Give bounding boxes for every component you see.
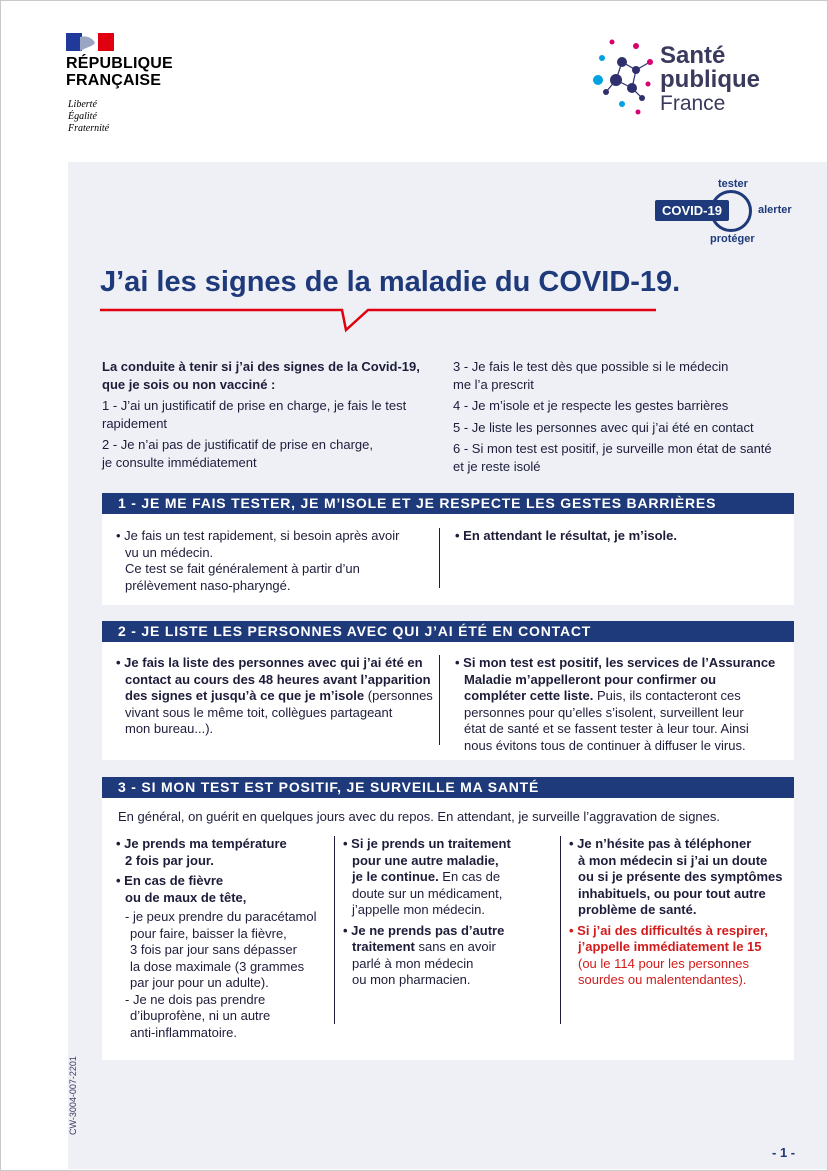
s3-c2-l8: parlé à mon médecin [352, 955, 474, 971]
s2-right-line1: • Si mon test est positif, les services de l’Assurance [455, 655, 776, 670]
intro-right [453, 358, 798, 479]
s3-c3-l9: sourdes ou malentendantes). [578, 972, 747, 987]
page-title: J’ai les signes de la maladie du COVID-19. [100, 266, 681, 298]
badge-label: COVID-19 [655, 200, 729, 221]
s1-left-line2: vu un médecin. [125, 544, 214, 560]
s3-c1-l12: anti-inflammatoire. [130, 1024, 237, 1040]
s3-c3-l4: inhabituels, ou pour tout autre [578, 885, 766, 901]
section2-left [116, 655, 436, 738]
intro-lead-line2: que je sois ou non vacciné : [102, 376, 276, 392]
s3-c3-l1: • Je n’hésite pas à téléphoner [569, 836, 752, 851]
s3-c1-l5: - je peux prendre du paracétamol [125, 909, 317, 924]
marianne-flag-icon [66, 33, 114, 51]
section3-col1 [116, 836, 331, 1041]
s3-c1-l1: • Je prends ma température [116, 836, 287, 851]
s2-right-line3: Puis, ils contacteront ces [593, 688, 741, 703]
s2-left-line3: (personnes [364, 688, 433, 703]
intro-item3-line2: me l’a prescrit [453, 376, 534, 392]
s3-c1-l9: par jour pour un adulte). [130, 975, 269, 990]
section3-col3 [569, 836, 791, 989]
s3-c1-l3: • En cas de fièvre [116, 873, 224, 888]
section1-header: 1 - JE ME FAIS TESTER, JE M’ISOLE ET JE RESPECTE LES GESTES BARRIÈRES [102, 493, 794, 514]
s3-c1-l10: - Je ne dois pas prendre [125, 991, 266, 1007]
s2-right-line4: personnes pour qu’elles s’isolent, surveillent leur [464, 704, 744, 720]
section2-right [455, 655, 785, 754]
document-reference: CW-3004-007-2201 [68, 1056, 78, 1135]
section2-body [102, 642, 794, 760]
s3-c3-l7: j’appelle immédiatement le 15 [578, 939, 762, 954]
s1-left-line3: Ce test se fait généralement à partir d’un [125, 561, 360, 576]
section1-body [102, 514, 794, 605]
s3-intro: En général, on guérit en quelques jours avec du repos. En attendant, je surveille l’aggravation de signes. [118, 809, 720, 824]
intro-left [102, 358, 432, 475]
section3-divider2 [560, 836, 561, 1024]
intro-item6-line2: et je reste isolé [453, 458, 541, 474]
section2-header: 2 - JE LISTE LES PERSONNES AVEC QUI J’AI ÉTÉ EN CONTACT [102, 621, 794, 642]
s2-left-line5: mon bureau...). [125, 721, 214, 736]
s3-c3-l3: ou si je présente des symptômes [578, 869, 783, 884]
s2-left-line3-bold: des signes et jusqu’à ce que je m’isole [125, 688, 365, 703]
rf-title-line2: FRANÇAISE [66, 72, 162, 89]
section3-col2 [343, 836, 553, 989]
intro-item6-line1: 6 - Si mon test est positif, je surveille mon état de santé [453, 441, 772, 456]
intro-item1-line2: rapidement [102, 415, 168, 431]
s3-c2-l7: sans en avoir [414, 939, 496, 954]
s2-right-line6: nous évitons tous de continuer à diffuser le virus. [464, 737, 746, 753]
intro-item5: 5 - Je liste les personnes avec qui j’ai été en contact [453, 419, 754, 435]
s3-c2-l1: • Si je prends un traitement [343, 836, 511, 851]
s3-c3-l2: à mon médecin si j’ai un doute [578, 852, 768, 868]
covid-badge [652, 178, 802, 248]
rf-motto-egalite: Égalité [68, 111, 97, 122]
s3-c2-l3-bold: je le continue. [352, 869, 439, 884]
intro-item1-line1: 1 - J’ai un justificatif de prise en charge, je fais le test [102, 398, 407, 413]
s1-left-line1: • Je fais un test rapidement, si besoin après avoir [116, 528, 400, 543]
s3-c1-l11: d’ibuprofène, ni un autre [130, 1008, 271, 1023]
s3-c3-l5: problème de santé. [578, 902, 697, 917]
sante-publique-france-logo [592, 32, 782, 132]
s2-right-line3-bold: compléter cette liste. [464, 688, 594, 703]
s3-c2-l7-bold: traitement [352, 939, 415, 954]
s3-c2-l6: • Je ne prends pas d’autre [343, 922, 505, 938]
section2-divider [439, 655, 440, 745]
s3-c1-l6: pour faire, baisser la fièvre, [130, 925, 287, 941]
intro-item4: 4 - Je m’isole et je respecte les gestes barrières [453, 398, 729, 413]
s3-c2-l9: ou mon pharmacien. [352, 972, 471, 987]
s3-c1-l4: ou de maux de tête, [125, 889, 247, 905]
intro-lead-line1: La conduite à tenir si j’ai des signes de la Covid-19, [102, 359, 420, 374]
spf-line2: publique [660, 66, 760, 93]
s3-c2-l5: j’appelle mon médecin. [352, 902, 485, 917]
intro-item2-line1: 2 - Je n’ai pas de justificatif de prise en charge, [102, 437, 373, 452]
s2-right-line5: état de santé et se fassent tester à leur tour. Ainsi [464, 721, 749, 736]
section1-left [116, 528, 426, 594]
s2-left-line2: contact au cours des 48 heures avant l’apparition [125, 671, 431, 687]
page-number: - 1 - [772, 1145, 796, 1160]
rf-motto-liberte: Liberté [68, 99, 97, 110]
title-underline-speech-icon [100, 300, 660, 336]
section3-body [102, 798, 794, 1060]
s3-c1-l2: 2 fois par jour. [125, 852, 214, 868]
s3-c1-l7: 3 fois par jour sans dépasser [130, 942, 297, 957]
s3-c3-l6: • Si j’ai des difficultés à respirer, [569, 922, 768, 938]
s3-c1-l8: la dose maximale (3 grammes [130, 958, 305, 974]
badge-word-proteger: protéger [710, 233, 755, 245]
s1-left-line4: prélèvement naso-pharyngé. [125, 577, 291, 593]
rf-motto-fraternite: Fraternité [68, 123, 110, 134]
intro-item3-line1: 3 - Je fais le test dès que possible si le médecin [453, 359, 729, 374]
molecule-dots-icon [592, 32, 656, 122]
rf-motto [68, 99, 188, 135]
s3-c2-l2: pour une autre maladie, [352, 852, 499, 868]
spf-line3: France [660, 92, 726, 115]
badge-word-alerter: alerter [758, 204, 792, 216]
intro-item2-line2: je consulte immédiatement [102, 454, 257, 470]
s2-left-line4: vivant sous le même toit, collègues partageant [125, 704, 393, 720]
section3-header: 3 - SI MON TEST EST POSITIF, JE SURVEILLE MA SANTÉ [102, 777, 794, 798]
s2-left-line1: • Je fais la liste des personnes avec qui j’ai été en [116, 655, 423, 670]
badge-word-tester: tester [718, 178, 748, 190]
s3-c2-l3: En cas de [438, 869, 501, 884]
s2-right-line2: Maladie m’appelleront pour confirmer ou [464, 671, 717, 687]
rf-title [66, 55, 226, 89]
section3-divider1 [334, 836, 335, 1024]
s3-c3-l8: (ou le 114 pour les personnes [578, 955, 750, 971]
section1-divider [439, 528, 440, 588]
spf-line1: Santé [660, 42, 726, 69]
s3-c2-l4: doute sur un médicament, [352, 885, 503, 901]
rf-title-line1: RÉPUBLIQUE [66, 55, 173, 72]
s1-right-line1: • En attendant le résultat, je m’isole. [455, 528, 677, 543]
spf-wordmark [660, 44, 760, 116]
